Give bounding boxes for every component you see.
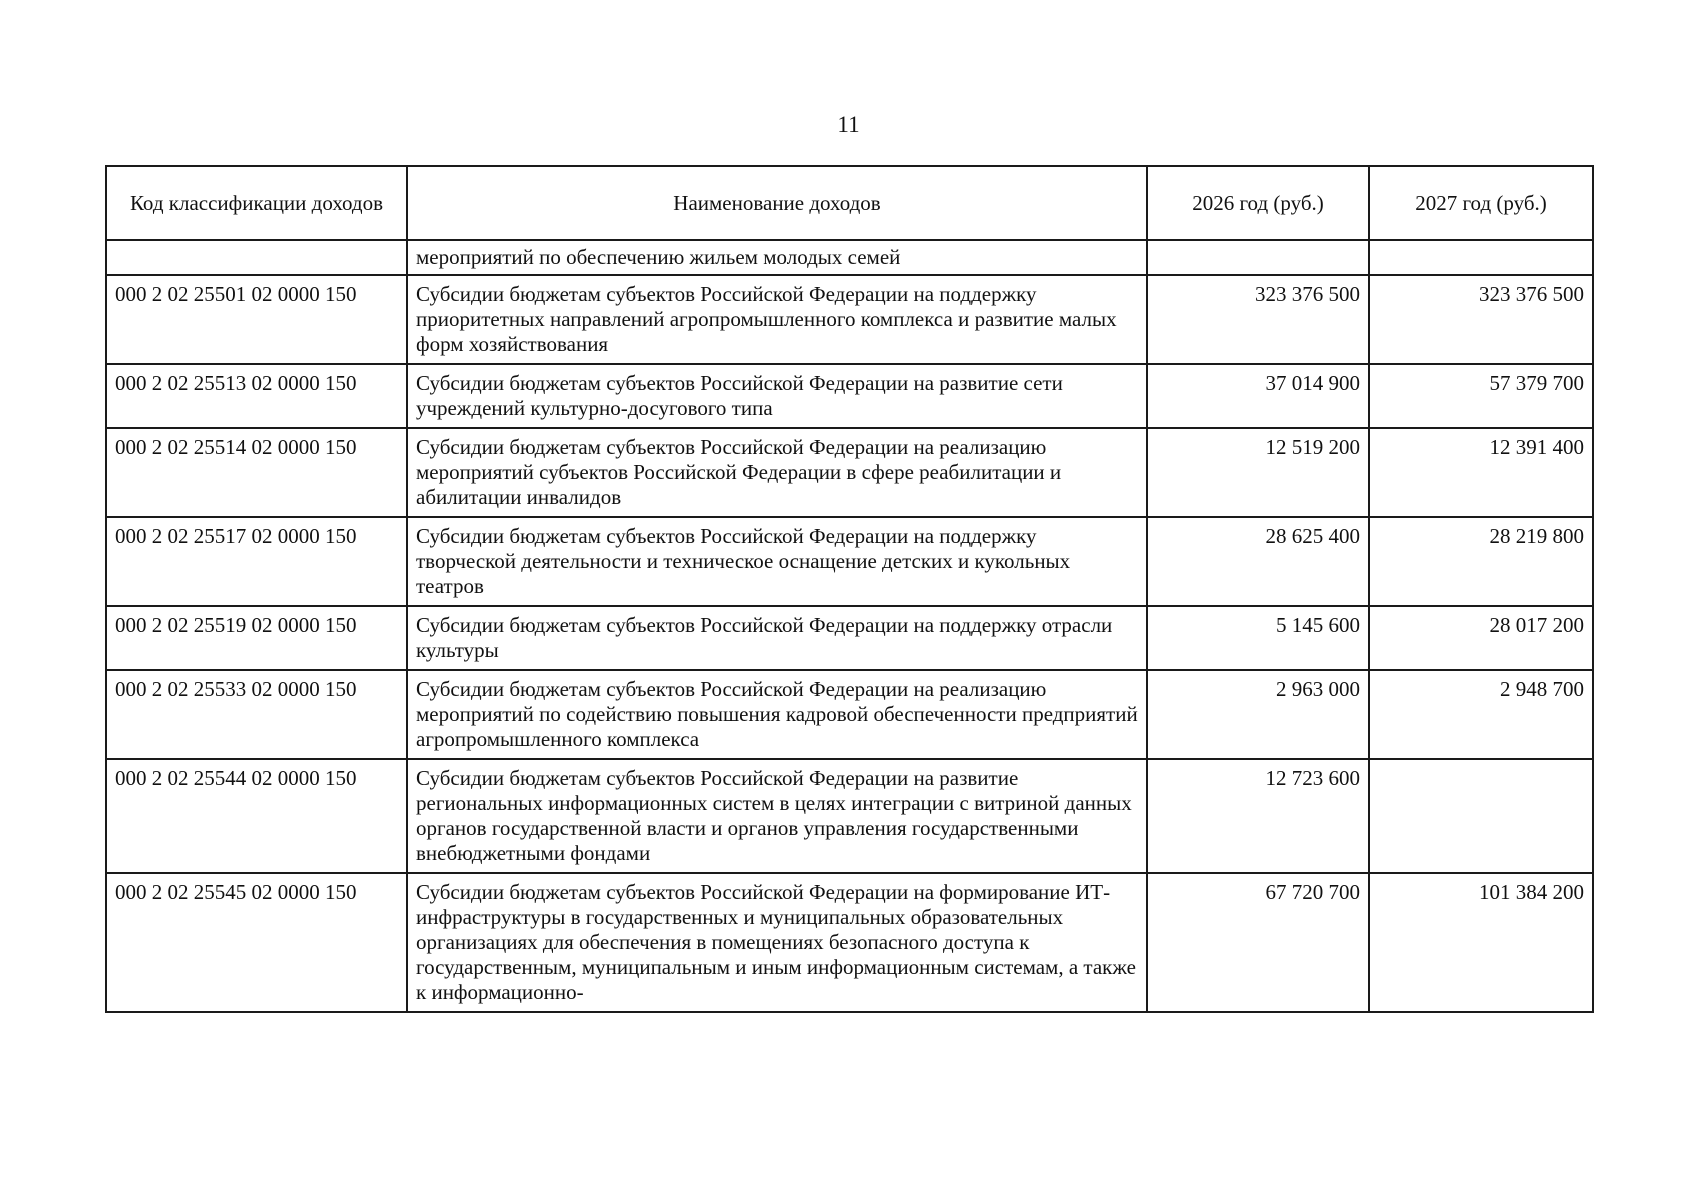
header-2027: 2027 год (руб.)	[1369, 166, 1593, 240]
table-row	[106, 873, 1593, 1012]
cell-name: Субсидии бюджетам субъектов Российской Федерации на развитие региональных информационных систем в целях интеграции с витриной данных органов государственной власти и органов управления государственными внебюджетными фондами	[407, 759, 1147, 873]
table-row	[106, 428, 1593, 517]
table-row	[106, 364, 1593, 428]
cell-code: 000 2 02 25519 02 0000 150	[106, 606, 407, 670]
cell-2026: 12 723 600	[1147, 759, 1369, 873]
cell-2026: 2 963 000	[1147, 670, 1369, 759]
header-name: Наименование доходов	[407, 166, 1147, 240]
cell-name: Субсидии бюджетам субъектов Российской Федерации на реализацию мероприятий субъектов Российской Федерации в сфере реабилитации и абилитации инвалидов	[407, 428, 1147, 517]
cell-2027: 101 384 200	[1369, 873, 1593, 1012]
cell-2027: 57 379 700	[1369, 364, 1593, 428]
cell-2027: 28 219 800	[1369, 517, 1593, 606]
table-row	[106, 275, 1593, 364]
cell-name: Субсидии бюджетам субъектов Российской Федерации на формирование ИТ-инфраструктуры в государственных и муниципальных образовательных организациях для обеспечения в помещениях безопасного доступа к государственным, муниципальным и иным информационным системам, а также к информационно-	[407, 873, 1147, 1012]
cell-code: 000 2 02 25501 02 0000 150	[106, 275, 407, 364]
cell-name: Субсидии бюджетам субъектов Российской Федерации на поддержку отрасли культуры	[407, 606, 1147, 670]
header-code: Код классификации доходов	[106, 166, 407, 240]
cell-name: Субсидии бюджетам субъектов Российской Федерации на поддержку приоритетных направлений агропромышленного комплекса и развитие малых форм хозяйствования	[407, 275, 1147, 364]
cell-name: Субсидии бюджетам субъектов Российской Федерации на реализацию мероприятий по содействию повышения кадровой обеспеченности предприятий агропромышленного комплекса	[407, 670, 1147, 759]
cell-2026: 37 014 900	[1147, 364, 1369, 428]
cell-code: 000 2 02 25517 02 0000 150	[106, 517, 407, 606]
cell-2026: 12 519 200	[1147, 428, 1369, 517]
page-number: 11	[837, 112, 860, 137]
cell-2026: 28 625 400	[1147, 517, 1369, 606]
revenue-table	[105, 165, 1594, 1013]
cell-code	[106, 240, 407, 275]
cell-2027	[1369, 240, 1593, 275]
cell-2027: 12 391 400	[1369, 428, 1593, 517]
cell-2026: 5 145 600	[1147, 606, 1369, 670]
cell-2026: 67 720 700	[1147, 873, 1369, 1012]
cell-2027: 2 948 700	[1369, 670, 1593, 759]
cell-code: 000 2 02 25533 02 0000 150	[106, 670, 407, 759]
cell-2027: 323 376 500	[1369, 275, 1593, 364]
table-row	[106, 517, 1593, 606]
cell-name: мероприятий по обеспечению жильем молодых семей	[407, 240, 1147, 275]
table-row	[106, 606, 1593, 670]
table-header-row	[106, 166, 1593, 240]
cell-name: Субсидии бюджетам субъектов Российской Федерации на поддержку творческой деятельности и техническое оснащение детских и кукольных театров	[407, 517, 1147, 606]
cell-code: 000 2 02 25513 02 0000 150	[106, 364, 407, 428]
cell-code: 000 2 02 25514 02 0000 150	[106, 428, 407, 517]
cell-code: 000 2 02 25544 02 0000 150	[106, 759, 407, 873]
cell-2027	[1369, 759, 1593, 873]
cell-code: 000 2 02 25545 02 0000 150	[106, 873, 407, 1012]
cell-name: Субсидии бюджетам субъектов Российской Федерации на развитие сети учреждений культурно-досугового типа	[407, 364, 1147, 428]
table-row	[106, 240, 1593, 275]
cell-2027: 28 017 200	[1369, 606, 1593, 670]
table-row	[106, 759, 1593, 873]
table-row	[106, 670, 1593, 759]
cell-2026	[1147, 240, 1369, 275]
cell-2026: 323 376 500	[1147, 275, 1369, 364]
header-2026: 2026 год (руб.)	[1147, 166, 1369, 240]
